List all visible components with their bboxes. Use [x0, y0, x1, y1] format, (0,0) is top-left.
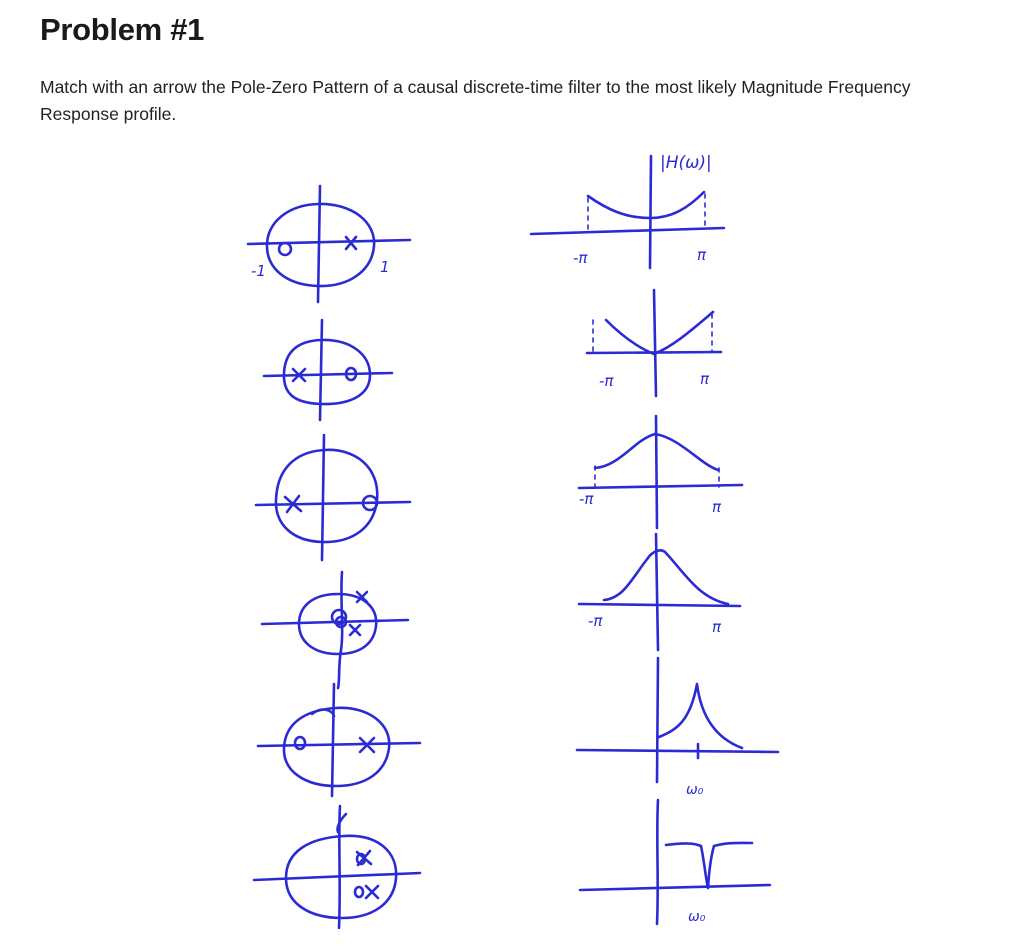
- pole-zero-plot-1: [248, 186, 410, 302]
- label-neg-pi-3: -π: [579, 490, 594, 508]
- label-neg-pi-1: -π: [573, 249, 588, 267]
- pole-zero-plot-2: [264, 320, 392, 420]
- magnitude-plot-5: [577, 658, 778, 798]
- label-pi-4: π: [712, 618, 722, 636]
- pole-zero-plot-4: [262, 572, 408, 688]
- label-omega-zero-1: ω₀: [686, 782, 704, 798]
- label-magnitude-axis: |H(ω)|: [660, 153, 712, 173]
- magnitude-plot-1: [531, 153, 724, 268]
- pole-zero-plot-6: [254, 806, 420, 928]
- magnitude-plot-3: [579, 416, 742, 528]
- page-title: Problem #1: [40, 12, 205, 47]
- pole-zero-plot-5: [258, 684, 420, 796]
- label-minus-one: -1: [251, 262, 266, 280]
- label-omega-zero-2: ω₀: [688, 909, 706, 925]
- pole-zero-plot-3: [256, 435, 410, 560]
- magnitude-plot-2: [587, 290, 721, 396]
- label-pi-1: π: [697, 246, 707, 264]
- problem-instructions: Match with an arrow the Pole-Zero Pattern of a causal discrete-time filter to the most likely Magnitude Frequency Response profile.: [40, 77, 911, 124]
- label-pi-2: π: [700, 370, 710, 388]
- magnitude-plot-6: [580, 800, 770, 925]
- label-neg-pi-4: -π: [588, 612, 603, 630]
- label-pi-3: π: [712, 498, 722, 516]
- magnitude-plot-4: [579, 534, 740, 650]
- label-one: 1: [380, 258, 390, 276]
- label-neg-pi-2: -π: [599, 372, 614, 390]
